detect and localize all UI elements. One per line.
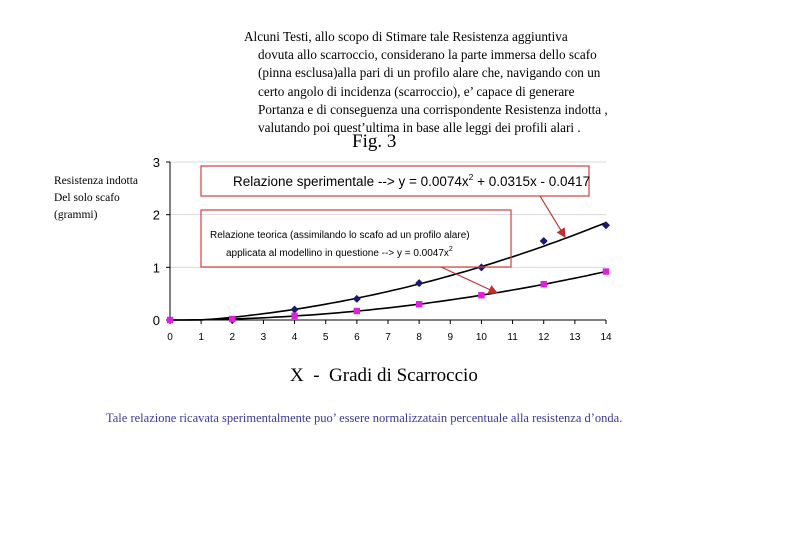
data-point-teorica [541,281,547,287]
x-tick-label: 5 [322,332,329,343]
x-axis-label: X - Gradi di Scarroccio [290,365,478,386]
y-tick-label: 1 [152,260,160,276]
y-axis-label-line: Del solo scafo [54,192,120,204]
x-tick-label: 2 [229,332,236,343]
x-tick-label: 10 [475,332,487,343]
data-point-teorica [229,316,235,322]
intro-line: Alcuni Testi, allo scopo di Stimare tale Resistenza aggiuntiva [244,29,568,44]
y-tick-label: 3 [152,155,160,170]
x-tick-label: 6 [354,332,360,343]
figure-title: Fig. 3 [352,131,397,152]
x-tick-label: 14 [600,332,612,343]
data-point-teorica [416,301,422,307]
data-point-teorica [478,292,484,298]
annotation-sperimentale-prefix: Relazione sperimentale --> y = 0.0074x [233,174,469,189]
data-point-teorica [603,268,609,274]
data-point-sperimentale [540,237,548,245]
y-tick-label: 0 [152,313,160,328]
intro-line: dovuta allo scarroccio, considerano la parte immersa dello scafo [258,47,597,63]
x-tick-label: 7 [385,332,391,343]
intro-line: Portanza e di conseguenza una corrispondente Resistenza indotta , [258,101,608,117]
data-point-sperimentale [353,295,361,303]
annotation-sperimentale-sup: 2 [468,172,474,182]
annotation-teorica-line2 [226,246,453,259]
data-point-sperimentale [602,221,610,229]
annotation-teorica-line1: Relazione teorica (assimilando lo scafo ad un profilo alare) [210,230,470,241]
trend-teorica-line [170,272,606,321]
y-axis-label-line: (grammi) [54,209,98,221]
annotation-arrow-sperimentale [540,196,565,237]
data-point-teorica [354,308,360,314]
intro-line: certo angolo di incidenza (scarroccio), e’ capace di generare [258,83,575,99]
annotation-teorica-line2-prefix: applicata al modellino in questione --> y = 0.0047x [226,248,449,259]
data-point-sperimentale [415,279,423,287]
x-tick-label: 12 [538,332,550,343]
note-paragraph: Tale relazione ricavata sperimentalmente puo’ essere normalizzatain percentuale alla resistenza d’onda. [106,411,623,425]
x-tick-label: 4 [291,332,298,343]
annotation-teorica-sup: 2 [448,246,453,253]
data-point-teorica [291,313,297,319]
intro-line: (pinna esclusa)alla pari di un profilo alare che, navigando con un [258,65,601,81]
x-tick-label: 13 [569,332,581,343]
intro-line: valutando poi quest’ultima in base alle leggi dei profili alari . [258,120,581,136]
x-tick-label: 8 [416,332,422,343]
x-tick-label: 1 [198,332,204,343]
y-axis-label-line: Resistenza indotta [54,175,138,187]
annotation-sperimentale-suffix: + 0.0315x - 0.0417 [473,174,591,189]
x-tick-label: 11 [507,332,518,343]
y-tick-label: 2 [152,207,160,223]
data-point-sperimentale [291,305,299,313]
x-tick-label: 9 [447,332,454,343]
x-tick-label: 3 [260,332,267,343]
x-tick-label: 0 [167,332,173,343]
annotation-text-sperimentale [233,172,590,189]
data-point-teorica [167,317,173,323]
